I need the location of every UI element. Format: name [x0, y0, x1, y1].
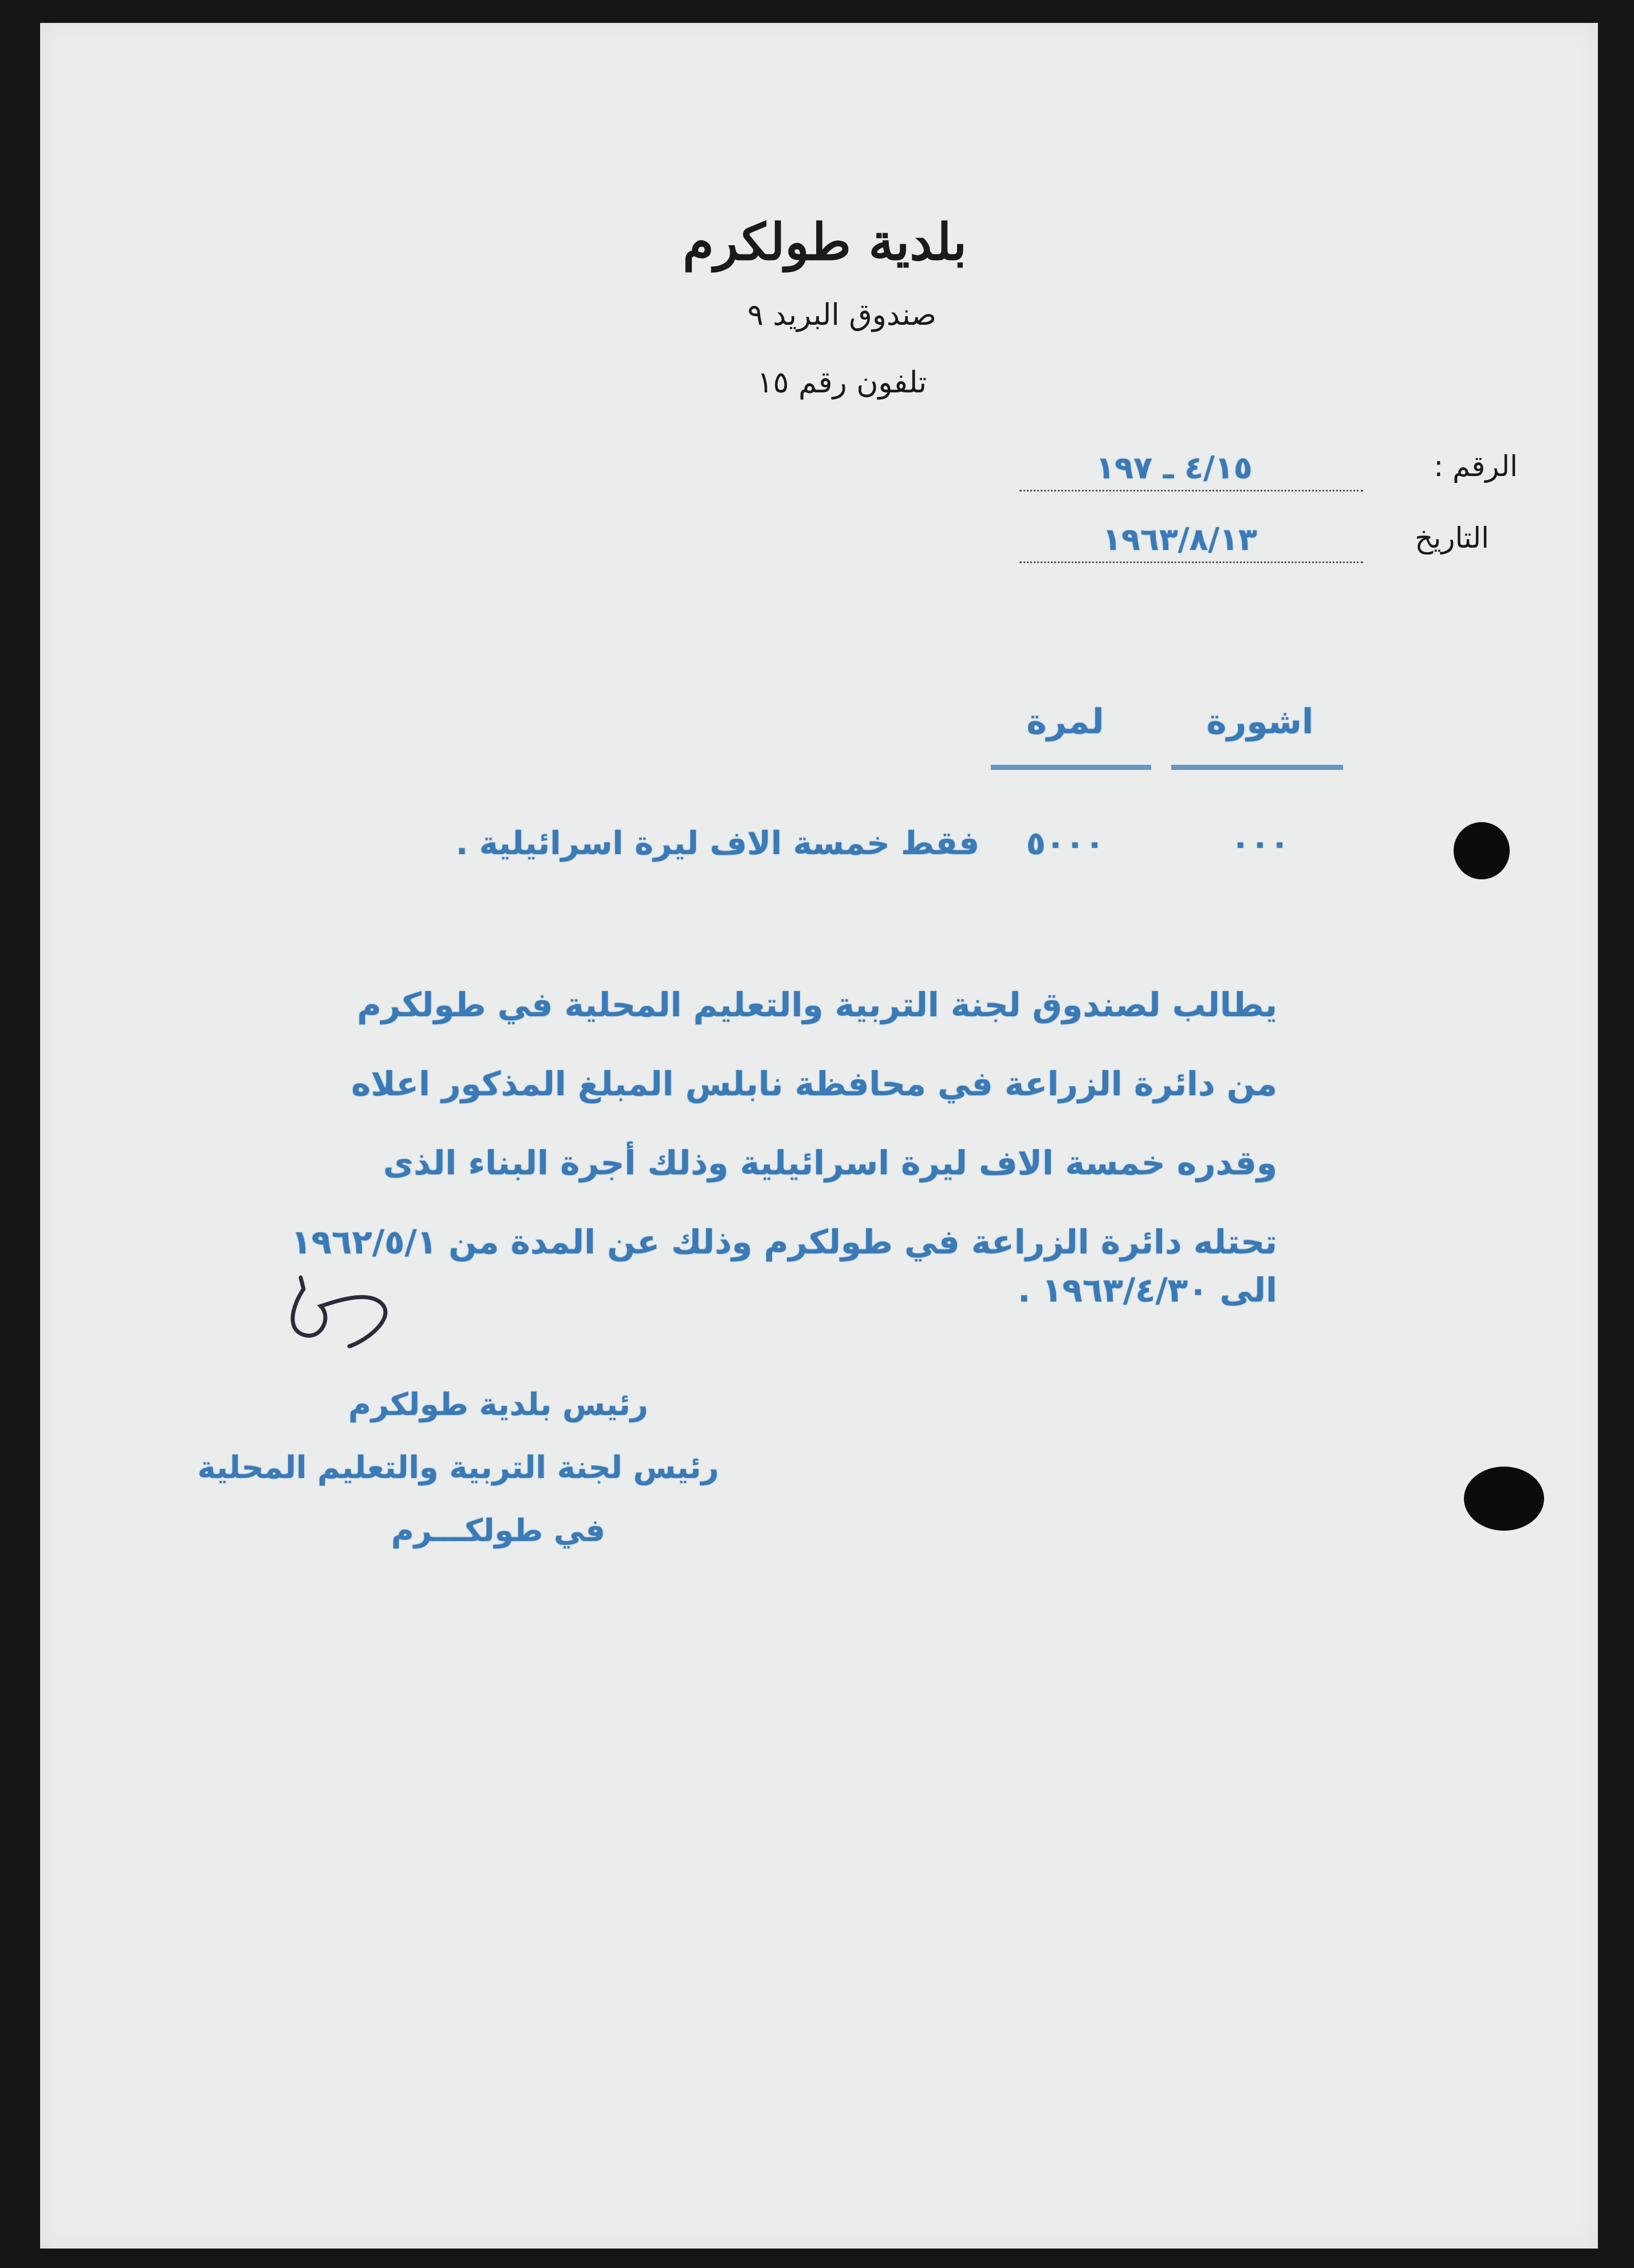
column-header-1: اشورة [1206, 702, 1314, 742]
document-page [40, 23, 1598, 2249]
signature-line-1: رئيس بلدية طولكرم [348, 1386, 648, 1422]
row-amount-text: فقط خمسة الاف ليرة اسرائيلية . [455, 825, 979, 862]
punch-hole-bottom [1464, 1467, 1544, 1531]
letterhead-phone: تلفون رقم ١٥ [757, 365, 927, 400]
column-header-2: لمرة [1026, 702, 1104, 742]
ref-value: ٤/١٥ ـ ١٩٧ [1096, 450, 1253, 486]
ref-dotted-line [1019, 490, 1363, 492]
body-line: وقدره خمسة الاف ليرة اسرائيلية وذلك أجرة البناء الذى [383, 1143, 1277, 1182]
handwritten-signature [269, 1266, 418, 1381]
body-line: يطالب لصندوق لجنة التربية والتعليم المحلية في طولكرم [357, 985, 1277, 1024]
body-line: تحتله دائرة الزراعة في طولكرم وذلك عن المدة من ١٩٦٢/٥/١ [291, 1223, 1277, 1261]
ref-label: الرقم : [1434, 450, 1518, 483]
letterhead-po-box: صندوق البريد ٩ [747, 298, 937, 332]
letterhead-title: بلدية طولكرم [682, 212, 967, 272]
column-header-2-underline [991, 765, 1151, 770]
column-header-1-underline [1171, 765, 1343, 770]
row-col1-value: ٠٠٠ [1230, 825, 1290, 862]
body-line: الى ١٩٦٣/٤/٣٠ . [1018, 1271, 1277, 1310]
signature-line-3: في طولكـــرم [391, 1512, 605, 1548]
date-dotted-line [1019, 561, 1363, 563]
body-line: من دائرة الزراعة في محافظة نابلس المبلغ المذكور اعلاه [351, 1064, 1277, 1103]
date-label: التاريخ [1415, 521, 1489, 555]
punch-hole-top [1454, 822, 1510, 879]
row-col2-value: ٥٠٠٠ [1026, 825, 1105, 862]
date-value: ١٩٦٣/٨/١٣ [1102, 521, 1258, 557]
signature-line-2: رئيس لجنة التربية والتعليم المحلية [197, 1449, 719, 1485]
